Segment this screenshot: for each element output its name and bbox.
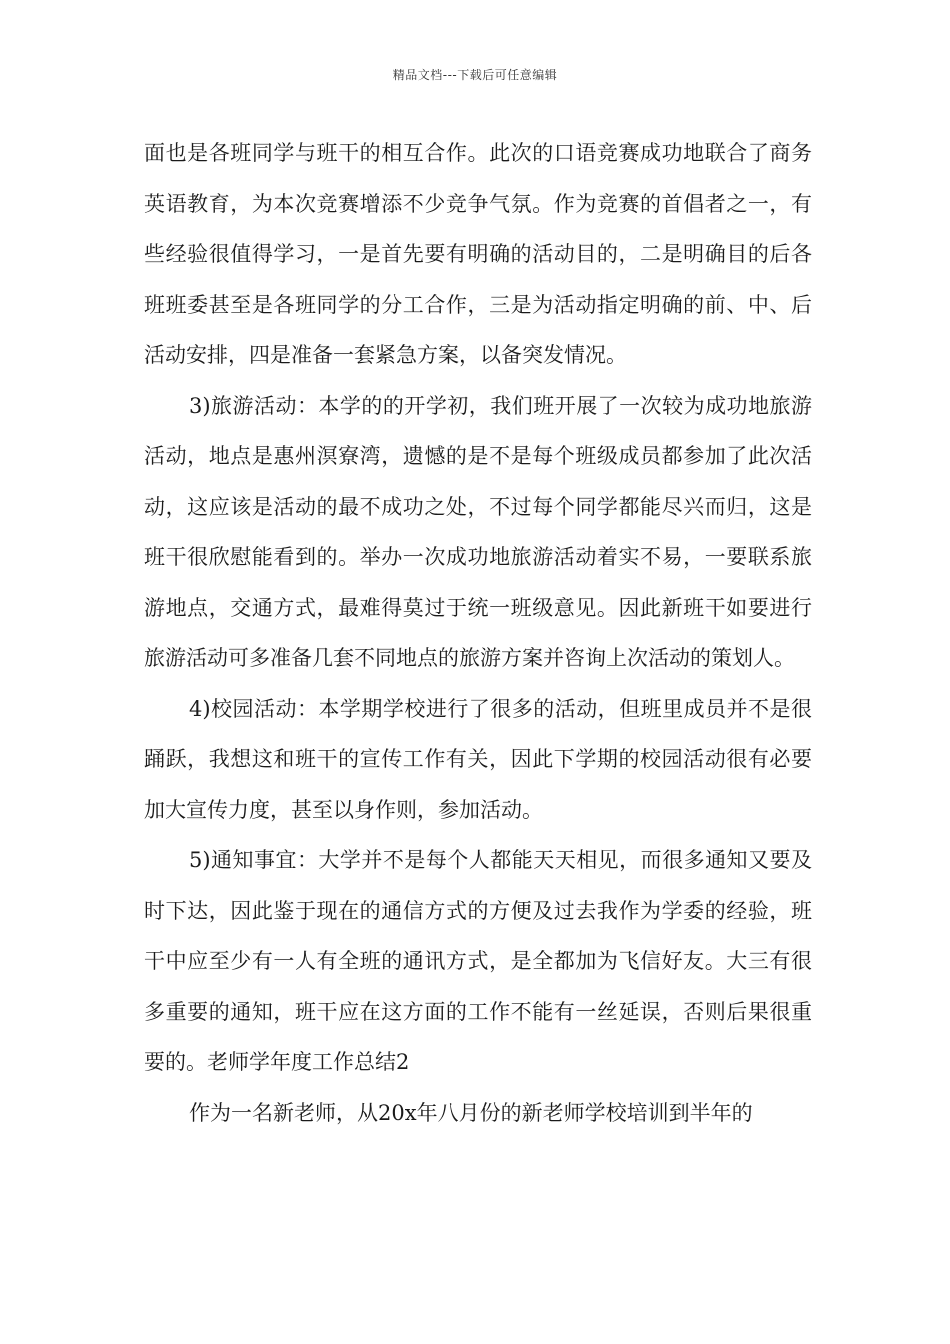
paragraph-notification-matters: 5)通知事宜：大学并不是每个人都能天天相见，而很多通知又要及时下达，因此鉴于现在的通信方式的方便及过去我作为学委的经验，班干中应至少有一人有全班的通讯方式，是全都加为飞信好友。大三有很多重要的通知，班干应在这方面的工作不能有一丝延误，否则后果很重要的。老师学年度工作总结2 [144, 848, 812, 1074]
paragraph-continuation: 面也是各班同学与班干的相互合作。此次的口语竞赛成功地联合了商务英语教育，为本次竞赛增添不少竞争气氛。作为竞赛的首倡者之一，有些经验很值得学习，一是首先要有明确的活动目的，二是明确目的后各班班委甚至是各班同学的分工合作，三是为活动指定明确的前、中、后活动安排，四是准备一套紧急方案，以备突发情况。 [144, 141, 812, 367]
paragraph-campus-activity: 4)校园活动：本学期学校进行了很多的活动，但班里成员并不是很踊跃，我想这和班干的宣传工作有关，因此下学期的校园活动很有必要加大宣传力度，甚至以身作则，参加活动。 [144, 696, 812, 822]
paragraph-new-teacher: 作为一名新老师，从20x年八月份的新老师学校培训到半年的 [189, 1100, 753, 1125]
paragraph-travel-activity: 3)旅游活动：本学的的开学初，我们班开展了一次较为成功地旅游活动，地点是惠州溟寮湾，遗憾的是不是每个班级成员都参加了此次活动，这应该是活动的最不成功之处，不过每个同学都能尽兴而归，这是班干很欣慰能看到的。举办一次成功地旅游活动着实不易，一要联系旅游地点，交通方式，最难得莫过于统一班级意见。因此新班干如要进行旅游活动可多准备几套不同地点的旅游方案并咨询上次活动的策划人。 [144, 393, 812, 670]
document-body [144, 128, 812, 1138]
page-header: 精品文档---下载后可任意编辑 [392, 68, 558, 82]
